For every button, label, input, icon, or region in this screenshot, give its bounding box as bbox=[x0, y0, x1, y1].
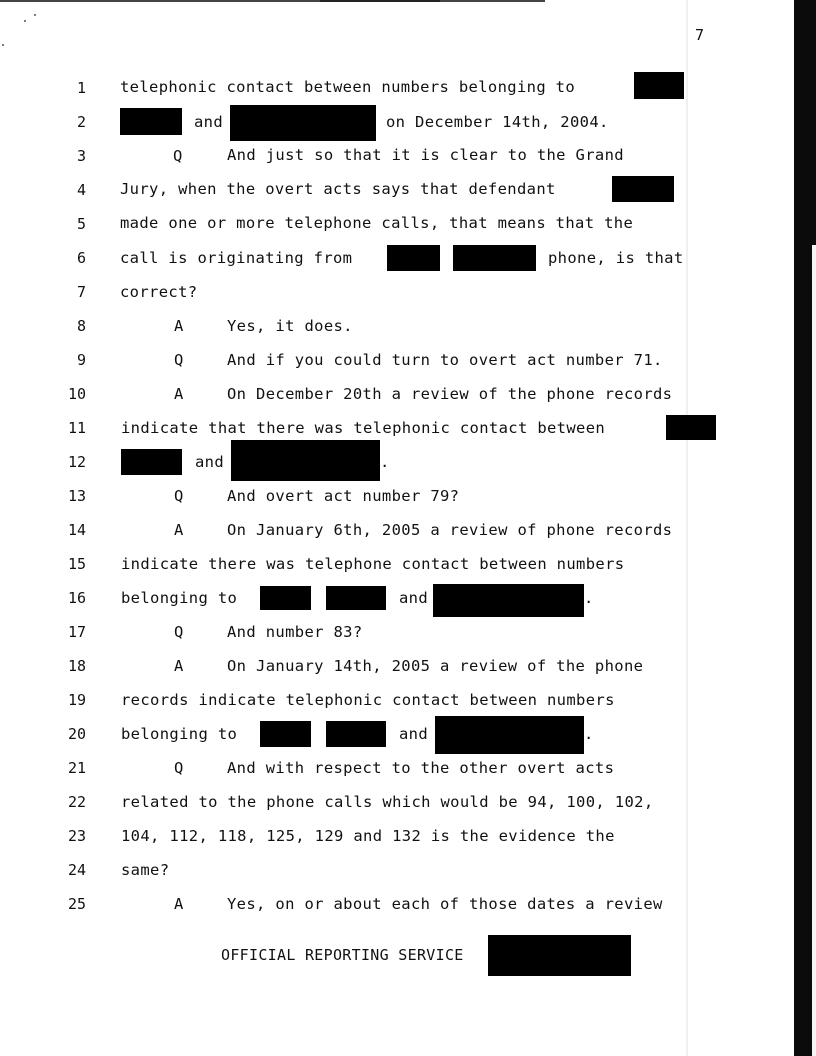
redaction-box bbox=[387, 245, 440, 271]
top-scan-rule-dark bbox=[320, 0, 440, 2]
line-number: 9 bbox=[76, 351, 86, 369]
scan-speck bbox=[34, 14, 36, 16]
redaction-box bbox=[260, 721, 311, 747]
line-number: 24 bbox=[67, 861, 86, 879]
line-number: 12 bbox=[67, 453, 86, 471]
redaction-box bbox=[231, 440, 380, 481]
redaction-box bbox=[666, 415, 716, 440]
transcript-text: belonging to bbox=[121, 725, 238, 743]
redaction-box bbox=[120, 108, 182, 135]
transcript-text: call is originating from bbox=[120, 249, 353, 267]
redaction-box bbox=[453, 245, 536, 271]
line-number: 2 bbox=[76, 113, 86, 131]
transcript-line: related to the phone calls which would be 94, 100, 102, bbox=[121, 793, 654, 811]
line-number: 1 bbox=[76, 79, 86, 97]
line-number: 19 bbox=[67, 691, 86, 709]
transcript-line: And if you could turn to overt act number 71. bbox=[227, 351, 663, 369]
line-number: 23 bbox=[67, 827, 86, 845]
page-number: 7 bbox=[695, 26, 705, 44]
transcript-line: records indicate telephonic contact between numbers bbox=[121, 691, 615, 709]
question-marker: Q bbox=[174, 487, 184, 505]
transcript-text: phone, is that bbox=[548, 249, 684, 267]
line-number: 20 bbox=[67, 725, 86, 743]
line-number: 8 bbox=[76, 317, 86, 335]
transcript-line: Yes, it does. bbox=[227, 317, 353, 335]
line-number: 7 bbox=[76, 283, 86, 301]
line-number: 16 bbox=[67, 589, 86, 607]
line-number: 13 bbox=[67, 487, 86, 505]
question-marker: Q bbox=[174, 351, 184, 369]
transcript-line: On January 14th, 2005 a review of the phone bbox=[227, 657, 644, 675]
transcript-text: . bbox=[584, 589, 594, 607]
line-number: 10 bbox=[67, 385, 86, 403]
line-number: 11 bbox=[67, 419, 86, 437]
line-number: 25 bbox=[67, 895, 86, 913]
transcript-line: And number 83? bbox=[227, 623, 363, 641]
transcript-text: and bbox=[194, 113, 224, 131]
transcript-line: On December 20th a review of the phone records bbox=[227, 385, 673, 403]
scan-edge-notch bbox=[812, 245, 816, 1056]
answer-marker: A bbox=[174, 657, 184, 675]
transcript-text: and bbox=[195, 453, 225, 471]
line-number: 21 bbox=[67, 759, 86, 777]
transcript-line: And with respect to the other overt acts bbox=[227, 759, 615, 777]
transcript-text: and bbox=[399, 589, 429, 607]
transcript-line: same? bbox=[121, 861, 170, 879]
line-number: 4 bbox=[76, 181, 86, 199]
margin-line bbox=[686, 0, 688, 1056]
scan-speck bbox=[2, 44, 4, 46]
top-scan-rule bbox=[0, 0, 545, 2]
transcript-text: belonging to bbox=[121, 589, 238, 607]
answer-marker: A bbox=[174, 895, 184, 913]
line-number: 18 bbox=[67, 657, 86, 675]
redaction-box bbox=[612, 176, 674, 202]
transcript-line: And just so that it is clear to the Grand bbox=[227, 146, 624, 164]
redaction-box bbox=[433, 584, 584, 617]
answer-marker: A bbox=[174, 385, 184, 403]
line-number: 14 bbox=[67, 521, 86, 539]
transcript-line: telephonic contact between numbers belonging to bbox=[120, 78, 576, 96]
question-marker: Q bbox=[174, 623, 184, 641]
answer-marker: A bbox=[174, 317, 184, 335]
footer-reporting-service: OFFICIAL REPORTING SERVICE bbox=[221, 946, 464, 964]
transcript-text: on December 14th, 2004. bbox=[386, 113, 609, 131]
transcript-line: And overt act number 79? bbox=[227, 487, 460, 505]
line-number: 15 bbox=[67, 555, 86, 573]
line-number: 6 bbox=[76, 249, 86, 267]
line-number: 3 bbox=[76, 147, 86, 165]
transcript-text: and bbox=[399, 725, 429, 743]
redaction-box bbox=[634, 72, 684, 99]
line-number: 5 bbox=[76, 215, 86, 233]
question-marker: Q bbox=[173, 147, 183, 165]
redaction-box bbox=[435, 716, 584, 754]
transcript-line: Yes, on or about each of those dates a review bbox=[227, 895, 663, 913]
transcript-line: On January 6th, 2005 a review of phone records bbox=[227, 521, 673, 539]
transcript-line: 104, 112, 118, 125, 129 and 132 is the evidence the bbox=[121, 827, 615, 845]
footer-redaction-box bbox=[488, 935, 631, 976]
transcript-line: Jury, when the overt acts says that defendant bbox=[120, 180, 556, 198]
transcript-line: correct? bbox=[120, 283, 198, 301]
transcript-line: indicate there was telephone contact between numbers bbox=[121, 555, 625, 573]
answer-marker: A bbox=[174, 521, 184, 539]
redaction-box bbox=[260, 586, 311, 610]
transcript-text: . bbox=[584, 725, 594, 743]
scan-speck bbox=[24, 20, 26, 22]
redaction-box bbox=[121, 449, 182, 475]
transcript-text: . bbox=[380, 453, 390, 471]
transcript-line: indicate that there was telephonic contact between bbox=[121, 419, 606, 437]
redaction-box bbox=[326, 586, 386, 610]
question-marker: Q bbox=[174, 759, 184, 777]
line-number: 22 bbox=[67, 793, 86, 811]
line-number: 17 bbox=[67, 623, 86, 641]
redaction-box bbox=[230, 105, 376, 141]
redaction-box bbox=[326, 721, 386, 747]
transcript-line: made one or more telephone calls, that means that the bbox=[120, 214, 634, 232]
